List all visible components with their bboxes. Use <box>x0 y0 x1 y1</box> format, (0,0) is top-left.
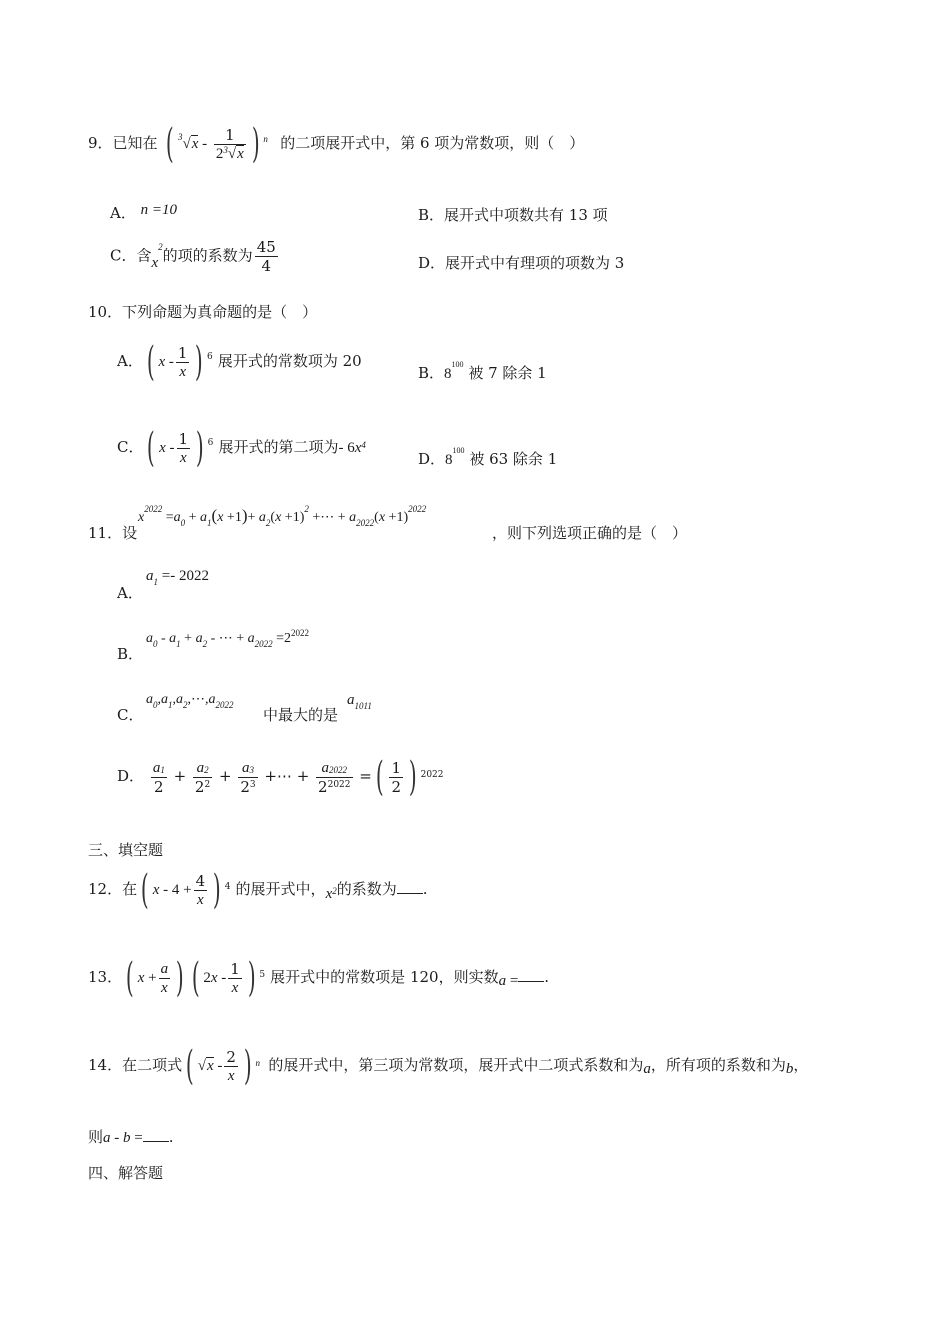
q9-option-c-label: C． <box>110 246 137 265</box>
q9-stem <box>88 118 584 168</box>
q10-option-a <box>117 338 362 384</box>
q12-suffix: 的系数为 <box>336 880 397 898</box>
q11-option-c-text: 中最大的是 <box>263 706 339 724</box>
q9-suffix: 的二项展开式中，第 6 项为常数项，则（ ） <box>280 134 585 152</box>
q14-end: . <box>168 1128 174 1146</box>
q14-number: 14． <box>88 1056 123 1074</box>
q10-number: 10． <box>88 303 123 321</box>
q10-option-a-label: A． <box>117 352 143 370</box>
q10-option-c-term: - $6x^4$ <box>338 440 366 456</box>
q14-comma: ， <box>793 1056 809 1074</box>
q14-var-a: a <box>643 1061 651 1077</box>
q9-prefix: 已知在 <box>112 134 158 152</box>
q11-option-c-math: $a_0,a_1,a_2,\cdots,a_{2022}$ <box>146 692 234 710</box>
q11-option-d <box>117 752 444 800</box>
q9-option-c-denominator: 4 <box>261 257 271 275</box>
q14-middle: 的展开式中，第三项为常数项，展开式中二项式系数和为 <box>268 1056 644 1074</box>
q9-option-d <box>418 252 624 273</box>
q11-option-b-label: B． <box>117 645 144 663</box>
q9-option-d-label: D． <box>418 254 446 272</box>
q12-blank[interactable] <box>397 883 423 894</box>
q11-option-b-math: $a_0 - a_1 + a_2$ - ⋯ + $a_{2022} =2^{2022}$ <box>146 628 310 649</box>
q12-middle: 的展开式中， <box>235 880 326 898</box>
q9-option-c-numerator: 45 <box>256 238 276 256</box>
q12-prefix: 在 <box>122 880 138 898</box>
q10-option-b <box>418 362 547 383</box>
q10-option-b-text: 被 7 除余 1 <box>468 364 547 382</box>
q9-option-a-math: n =10 <box>140 202 177 218</box>
q10-option-b-label: B． <box>418 364 445 382</box>
section-solution-heading: 四、解答题 <box>88 1164 164 1182</box>
q11-option-d-math: $\frac{a_1}{2}$ + $\frac{a_2}{2^2}$ + $\frac{a_3}{2^3}$ +⋯ + $\frac{a_{2022}}{2^{2022}}$ =( $\frac{1}{2}$ ) 2022 <box>152 754 444 800</box>
q10-option-c <box>117 424 366 470</box>
q10-option-d <box>418 448 557 469</box>
q10-option-c-expression: ( x - $\frac{1}{x}$ ) 6 <box>147 425 214 471</box>
q9-number: 9． <box>88 134 113 152</box>
q9-option-b <box>418 204 608 225</box>
q14-stem <box>88 1040 808 1090</box>
q14-line2 <box>88 1126 174 1147</box>
q9-expression: ( $^3$√x - $\frac{1}{2^3√x}$ ) n <box>166 121 268 167</box>
q13-expression: ( x + $\frac{a}{x}$ ) ( 2x - $\frac{1}{x}$ ) 5 <box>125 955 266 1001</box>
q14-var-b: b <box>785 1061 794 1077</box>
q9-option-a <box>110 202 177 223</box>
q14-expression: ( √x - $\frac{2}{x}$ ) n <box>186 1043 261 1089</box>
q11-option-d-label: D． <box>117 767 145 785</box>
q10-option-d-label: D． <box>418 450 446 468</box>
q11-equation: $x^{2022} =a_0 + a_1(x +1)+ a_2(x +1)^2$ +⋯ + $a_{2022}(x +1)^{2022}$ <box>138 504 427 528</box>
q10-option-c-label: C． <box>117 438 144 456</box>
q13-variable: a = <box>498 973 519 989</box>
q9-option-d-text: 展开式中有理项的项数为 3 <box>445 254 625 272</box>
q11-stem <box>88 522 137 543</box>
q9-option-c-pre: 含 <box>136 246 152 265</box>
q11-option-a-label: A． <box>117 584 143 602</box>
q9-option-c-x2: $x^2$ <box>151 242 163 271</box>
q14-middle2: ，所有项的系数和为 <box>650 1056 786 1074</box>
q13-stem <box>88 952 549 1002</box>
q9-option-a-label: A． <box>110 204 136 222</box>
q12-stem <box>88 864 428 914</box>
q13-end: . <box>544 968 550 986</box>
q11-prefix: 设 <box>122 524 138 542</box>
q13-blank[interactable] <box>518 971 544 982</box>
q11-option-a-math: $a_1 =- 2022$ <box>146 568 209 587</box>
q10-option-a-expression: ( x - $\frac{1}{x}$ ) 6 <box>146 339 213 385</box>
q11-option-c-max: $a_{1011}$ <box>347 692 372 711</box>
q14-line2-prefix: 则 <box>88 1128 104 1146</box>
q11-option-c-label: C． <box>117 706 144 724</box>
q12-x2: $x^2$ <box>325 886 337 902</box>
q9-option-b-label: B． <box>418 206 445 224</box>
q10-option-a-text: 展开式的常数项为 20 <box>217 352 362 370</box>
q10-option-c-text: 展开式的第二项为 <box>218 438 339 456</box>
q11-suffix: ，则下列选项正确的是（ ） <box>492 524 688 542</box>
q10-text: 下列命题为真命题的是（ ） <box>122 303 318 321</box>
section-fill-in-blank-heading: 三、填空题 <box>88 841 164 859</box>
q10-option-d-power: $8^{100}$ <box>445 446 465 468</box>
q13-number: 13． <box>88 968 123 986</box>
q9-option-c-mid: 的项的系数为 <box>162 246 253 265</box>
q13-middle: 展开式中的常数项是 120，则实数 <box>270 968 499 986</box>
q14-blank[interactable] <box>143 1131 169 1142</box>
q9-option-c <box>110 238 280 275</box>
q14-prefix: 在二项式 <box>122 1056 183 1074</box>
q10-stem <box>88 301 317 322</box>
q11-number: 11． <box>88 524 123 542</box>
q10-option-b-power: $8^{100}$ <box>444 360 464 382</box>
q14-line2-math: a - b = <box>103 1130 143 1146</box>
q12-expression: ( x - 4 + $\frac{4}{x}$ ) 4 <box>141 867 231 913</box>
q12-end: . <box>422 880 428 898</box>
q10-option-d-text: 被 63 除余 1 <box>469 450 558 468</box>
q12-number: 12． <box>88 880 123 898</box>
q9-option-b-text: 展开式中项数共有 13 项 <box>444 206 608 224</box>
